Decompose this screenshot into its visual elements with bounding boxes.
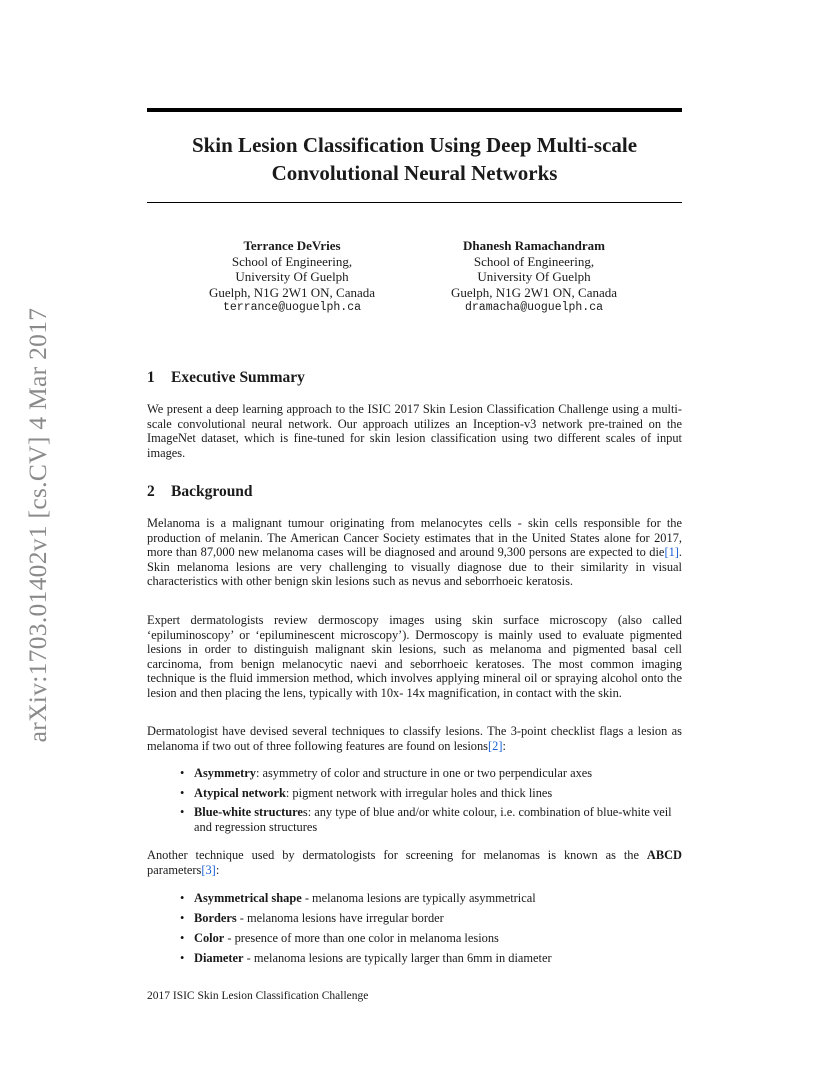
list-item-key: Diameter [194,951,244,966]
author-name: Terrance DeVries [243,238,341,253]
section-heading-background [147,483,253,501]
list-item-text: - melanoma lesions are typically larger than 6mm in diameter [243,951,552,966]
list-item [180,766,682,781]
list-item-key: Asymmetry [194,766,256,780]
author-name: Dhanesh Ramachandram [463,238,605,253]
author-affiliation: School of Engineering, [231,253,353,269]
text-run-bold: ABCD [646,848,682,862]
list-item-key: Borders [194,911,237,926]
title-line-2: Convolutional Neural Networks [271,161,558,185]
background-paragraph-2: Expert dermatologists review dermoscopy images using skin surface microscopy (also called ‘epiluminoscopy’ or ‘epiluminescent microscopy’). Dermoscopy is mainly used to evaluate pigmented lesions in order to distinguish malignant skin lesions, such as melanoma and pigmented basal cell carcinoma, from benign melanocytic naevi and seborrhoeic keratoses. The most common imaging technique is the fluid immersion method, which involves applying mineral oil or spraying alcohol onto the lesion and then placing the lens, typically with 10x- 14x magnification, in contact with the skin. [147,613,682,700]
title-line-1: Skin Lesion Classification Using Deep Multi-scale [191,133,638,157]
executive-summary-paragraph: We present a deep learning approach to the ISIC 2017 Skin Lesion Classification Challenge using a multi-scale convolutional neural network. Our approach utilizes an Inception-v3 network pre-trained on the ImageNet dataset, which is fine-tuned for skin lesion classification using two different scales of input images. [147,402,682,460]
section-heading-executive-summary [147,369,305,387]
bullet-icon: • [180,766,185,780]
background-paragraph-1 [147,516,682,589]
text-run: : [215,862,220,877]
citation-link[interactable]: [2] [488,738,503,753]
list-item-key: Blue-white structure [194,805,303,820]
list-item-text: : pigment network with irregular holes and thick lines [285,785,553,800]
citation-link[interactable]: [1] [664,545,679,560]
list-item-text: - melanoma lesions have irregular border [236,911,444,926]
list-item [180,931,682,946]
list-item-text: : asymmetry of color and structure in one or two perpendicular axes [255,766,593,780]
text-run: : [502,738,506,753]
section-number: 2 [147,483,155,500]
section-title: Background [171,483,253,500]
author-affiliation: University Of Guelph [477,269,591,284]
paper-title [147,131,682,187]
title-top-rule [147,108,682,112]
text-run: Dermatologist have devised several techniques to classify lesions. The 3-point checklist flags a lesion as melanoma if two out of three following features are found on lesions [147,724,682,753]
three-point-checklist [180,766,682,834]
text-run: . Skin melanoma lesions are very challenging to visually diagnose due to their similarity in visual characteristics with other benign skin lesions such as nevus and seborrhoeic keratosis. [147,545,682,589]
list-item-key: Color [194,931,225,946]
bullet-icon: • [180,911,185,926]
list-item [180,786,682,801]
page-footer: 2017 ISIC Skin Lesion Classification Challenge [147,990,369,1002]
list-item-text: - melanoma lesions are typically asymmetrical [301,891,536,905]
background-paragraph-4 [147,848,682,877]
bullet-icon: • [180,805,185,820]
section-number: 1 [147,369,155,386]
author-address: Guelph, N1G 2W1 ON, Canada [450,284,618,300]
abcd-parameters-list [180,891,682,966]
arxiv-identifier: arXiv:1703.01402v1 [cs.CV] 4 Mar 2017 [23,307,52,743]
list-item [180,891,682,906]
author-email[interactable]: terrance@uoguelph.ca [222,301,362,314]
bullet-icon: • [180,891,185,905]
list-item [180,805,682,834]
list-item-text: s: any type of blue and/or white colour, i.e. combination of blue-white veil and regression structures [194,805,672,834]
author-affiliation: University Of Guelph [235,269,349,284]
title-bottom-rule [147,202,682,203]
author-block [0,238,828,318]
citation-link[interactable]: [3] [201,862,216,877]
bullet-icon: • [180,951,185,966]
bullet-icon: • [180,785,185,800]
text-run: Another technique used by dermatologists for screening for melanomas is known as the [147,848,647,862]
list-item-key: Asymmetrical shape [194,891,302,905]
list-item-text: - presence of more than one color in melanoma lesions [224,931,499,946]
author-affiliation: School of Engineering, [473,253,595,269]
text-run: parameters [147,862,202,877]
bullet-icon: • [180,931,185,946]
author-email[interactable]: dramacha@uoguelph.ca [464,301,604,314]
background-paragraph-3 [147,724,682,753]
list-item [180,951,682,966]
list-item-key: Atypical network [194,785,286,800]
list-item [180,911,682,926]
author-address: Guelph, N1G 2W1 ON, Canada [208,284,376,300]
text-run: Melanoma is a malignant tumour originating from melanocytes cells - skin cells responsible for the production of melanin. The American Cancer Society estimates that in the United States alone for 2017, more than 87,000 new melanoma cases will be diagnosed and around 9,300 persons are expected to die [147,516,682,560]
author-1 [182,238,402,316]
section-title: Executive Summary [171,369,305,386]
author-2 [424,238,644,316]
